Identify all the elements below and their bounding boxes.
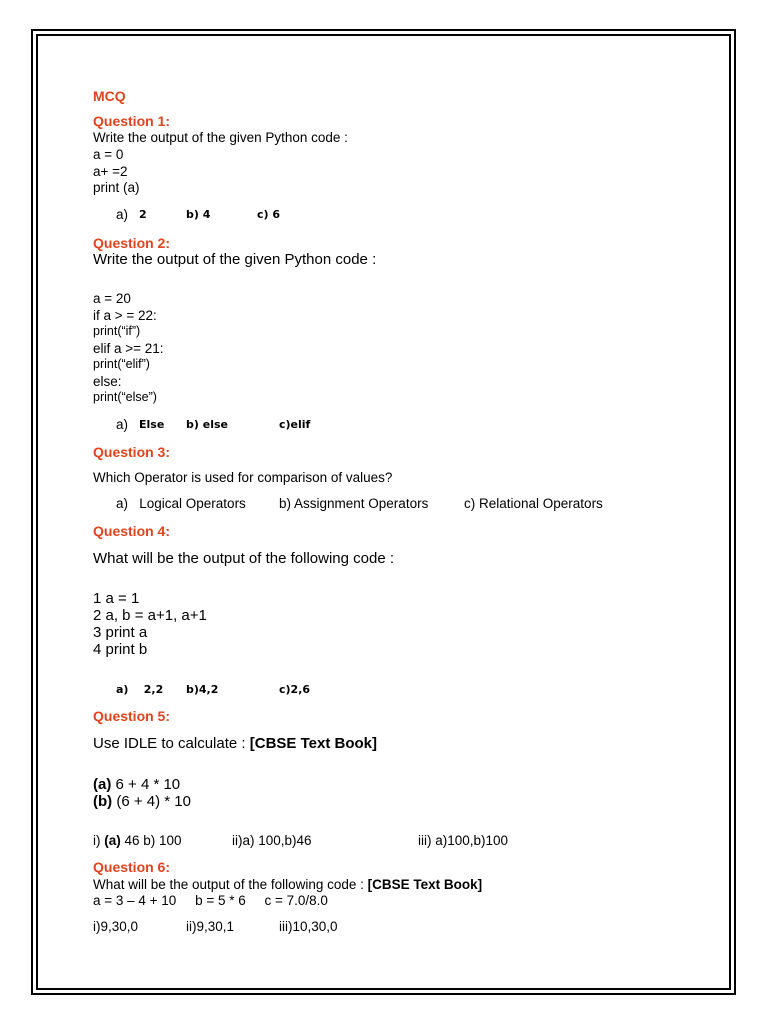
question-5-expression-a	[93, 777, 180, 792]
question-4-code-line: 2 a, b = a+1, a+1	[93, 607, 207, 624]
question-2-code-line: else:	[93, 374, 122, 389]
question-3-title: Question 3:	[93, 444, 171, 460]
question-2-title: Question 2:	[93, 235, 171, 251]
question-5-option-i	[93, 834, 182, 848]
question-1-code-line: print (a)	[93, 180, 140, 195]
question-2-prompt: Write the output of the given Python code :	[93, 251, 377, 268]
question-1-option-marker: a)	[116, 207, 129, 222]
question-1-code-line: a = 0	[93, 147, 124, 162]
question-3-prompt: Which Operator is used for comparison of values?	[93, 470, 393, 485]
question-2-code-line: print(“if”)	[93, 324, 141, 338]
expression-a-text: 6 + 4 * 10	[111, 776, 181, 793]
question-2-option-marker: a)	[116, 417, 129, 432]
question-2-code-line: a = 20	[93, 291, 131, 306]
question-6-prompt-text: What will be the output of the following code :	[93, 877, 368, 892]
question-2-code-line: print(“else”)	[93, 390, 157, 404]
question-4-code-line: 4 print b	[93, 641, 148, 658]
mcq-heading: MCQ	[93, 88, 126, 104]
question-4-option-b: b)4,2	[186, 683, 219, 696]
option-i-text: 46 b) 100	[120, 833, 182, 848]
question-3-option-b: b) Assignment Operators	[279, 496, 429, 511]
question-6-code: a = 3 – 4 + 10 b = 5 * 6 c = 7.0/8.0	[93, 893, 328, 908]
question-4-prompt: What will be the output of the following code :	[93, 550, 395, 567]
question-2-code-line: print(“elif”)	[93, 357, 150, 371]
question-6-prompt	[93, 878, 482, 892]
question-3-option-c: c) Relational Operators	[464, 496, 603, 511]
question-2-code-line: elif a >= 21:	[93, 341, 164, 356]
question-1-title: Question 1:	[93, 113, 171, 129]
question-5-prompt-text: Use IDLE to calculate :	[93, 735, 250, 752]
question-2-option-c: c)elif	[279, 418, 311, 431]
question-5-expression-b	[93, 794, 191, 809]
question-2-option-a: Else	[139, 418, 165, 431]
question-5-source: [CBSE Text Book]	[249, 735, 377, 752]
question-5-title: Question 5:	[93, 708, 171, 724]
question-5-option-iii: iii) a)100,b)100	[418, 833, 509, 848]
question-4-option-a: a) 2,2	[116, 683, 164, 696]
question-5-prompt	[93, 736, 377, 751]
question-6-option-i: i)9,30,0	[93, 919, 139, 934]
question-1-prompt: Write the output of the given Python code :	[93, 130, 348, 145]
question-1-option-b: b) 4	[186, 208, 211, 221]
question-2-code-line: if a > = 22:	[93, 308, 157, 323]
question-2-option-b: b) else	[186, 418, 228, 431]
question-5-option-ii: ii)a) 100,b)46	[232, 833, 312, 848]
option-i-prefix: i)	[93, 833, 105, 848]
question-4-option-c: c)2,6	[279, 683, 311, 696]
question-6-option-iii: iii)10,30,0	[279, 919, 338, 934]
expression-a-label: (a)	[93, 776, 112, 793]
question-3-option-a: a) Logical Operators	[116, 496, 246, 511]
question-6-source: [CBSE Text Book]	[367, 877, 483, 892]
question-6-title: Question 6:	[93, 859, 171, 875]
question-1-code-line: a+ =2	[93, 164, 128, 179]
question-1-option-c: c) 6	[257, 208, 281, 221]
expression-b-text: (6 + 4) * 10	[112, 793, 191, 810]
question-1-option-a: 2	[139, 208, 147, 221]
expression-b-label: (b)	[93, 793, 113, 810]
option-i-label: (a)	[104, 833, 121, 848]
question-4-code-line: 3 print a	[93, 624, 148, 641]
question-6-option-ii: ii)9,30,1	[186, 919, 235, 934]
question-4-code-line: 1 a = 1	[93, 590, 140, 607]
question-4-title: Question 4:	[93, 523, 171, 539]
